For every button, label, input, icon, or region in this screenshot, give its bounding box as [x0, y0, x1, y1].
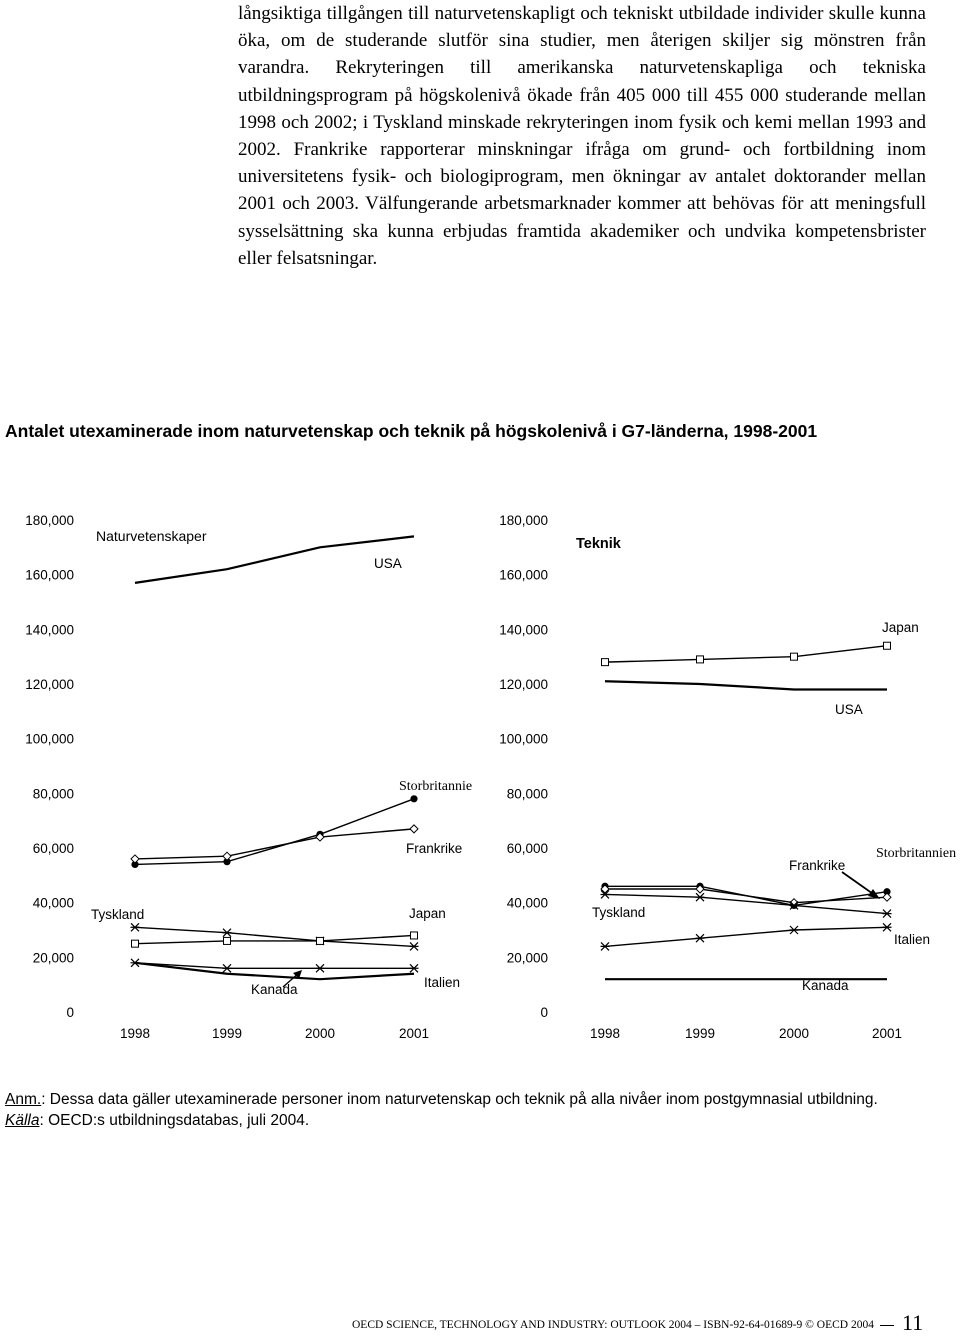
y-tick-label: 140,000 — [25, 622, 74, 638]
y-tick-label: 60,000 — [506, 841, 548, 856]
series-storbritannien — [601, 846, 956, 909]
data-point — [410, 964, 419, 972]
series-label: Frankrike — [789, 858, 846, 873]
series-frankrike — [601, 858, 891, 907]
data-point — [410, 942, 419, 950]
data-point — [224, 937, 231, 944]
series-label: Storbritannie — [399, 779, 473, 794]
data-point — [223, 929, 232, 937]
y-tick-label: 120,000 — [499, 677, 548, 692]
series-line — [135, 829, 414, 859]
figure-title: Antalet utexaminerade inom naturvetenskap och teknik på högskolenivå i G7-länderna, 1998-2001 — [5, 421, 818, 441]
x-tick-label: 1998 — [589, 1026, 621, 1041]
figure-note — [5, 1090, 955, 1131]
page-number: 11 — [901, 1310, 924, 1335]
chart-panel-1 — [25, 513, 472, 1041]
data-point — [696, 893, 705, 901]
data-point — [697, 656, 704, 663]
footer-text: OECD SCIENCE, TECHNOLOGY AND INDUSTRY: OUTLOOK 2004 – ISBN-92-64-01689-9 © OECD 2004 — [352, 1319, 874, 1331]
series-kanada — [605, 978, 887, 993]
y-tick-label: 120,000 — [25, 677, 74, 692]
data-point — [883, 910, 892, 918]
series-label: USA — [835, 702, 863, 717]
data-point — [602, 659, 609, 666]
data-point — [317, 937, 324, 944]
y-tick-label: 160,000 — [25, 567, 74, 583]
data-point — [316, 964, 325, 972]
x-tick-label: 1999 — [211, 1026, 243, 1041]
y-tick-label: 100,000 — [499, 731, 548, 747]
y-tick-label: 0 — [540, 1005, 548, 1020]
y-tick-label: 40,000 — [506, 895, 548, 911]
series-usa — [605, 681, 887, 717]
data-point — [884, 642, 891, 649]
data-point — [131, 855, 139, 863]
series-line — [605, 927, 887, 946]
page-footer — [352, 1310, 952, 1336]
series-label: Japan — [409, 906, 446, 921]
series-line — [135, 927, 414, 946]
y-tick-label: 80,000 — [506, 786, 548, 802]
data-point — [223, 852, 231, 860]
note-source — [5, 1111, 955, 1132]
note-anm-label: Anm. — [5, 1091, 42, 1108]
data-point — [791, 653, 798, 660]
series-label: Japan — [882, 620, 919, 635]
data-point — [790, 926, 799, 934]
storbritannien-arrow-head — [868, 889, 880, 899]
series-line — [605, 646, 887, 662]
series-kanada — [131, 959, 419, 997]
series-label: USA — [374, 556, 402, 571]
series-label: Italien — [424, 975, 461, 990]
body-paragraph: långsiktiga tillgången till naturvetenskapligt och tekniskt utbildade individer skulle kunna öka, om de studerande slutför sina studier, men återigen skiljer sig mönstren från varandra. Rekryteringen till amerikanska naturvetenskapliga och tekniska utbildningsprogram på högskolenivå ökade från 405 000 till 455 000 studerande mellan 1998 och 2002; i Tyskland minskade rekryteringen inom fysik och kemi mellan 1993 and 2002. Frankrike rapporterar minskningar ifråga om grund- och fortbildning inom universitetens fysik- och biologiprogram, men ökningar av antalet doktorander mellan 2001 och 2003. Välfungerande arbetsmarknader kommer att behövas för att meningsfull sysselsättning ska kunna erbjudas framtida akademiker och undvika kompetensbrister eller felsatsningar. — [238, 3, 926, 269]
y-tick-label: 0 — [66, 1005, 74, 1020]
note-anm — [5, 1090, 955, 1111]
y-tick-label: 140,000 — [499, 622, 548, 638]
y-tick-label: 20,000 — [32, 950, 74, 966]
y-tick-label: 100,000 — [25, 731, 74, 747]
series-label: Tyskland — [592, 905, 646, 920]
series-line — [605, 681, 887, 689]
panel-title: Naturvetenskaper — [96, 528, 207, 544]
series-label: Kanada — [802, 978, 849, 993]
x-tick-label: 2001 — [871, 1026, 903, 1041]
data-point — [223, 964, 232, 972]
data-point — [696, 934, 705, 942]
series-label: Storbritannien — [876, 846, 957, 861]
note-anm-text: : Dessa data gäller utexaminerade personer inom naturvetenskap och teknik på alla nivåer inom postgymnasial utbildning. — [41, 1091, 878, 1108]
panel-gap-mask — [482, 770, 500, 810]
x-tick-label: 1999 — [684, 1026, 716, 1041]
y-tick-label: 80,000 — [32, 786, 74, 802]
y-tick-label: 160,000 — [499, 567, 548, 583]
data-point — [410, 795, 417, 802]
footer-rule — [880, 1325, 894, 1326]
series-label: Kanada — [251, 982, 298, 997]
series-label: Italien — [894, 932, 931, 947]
series-japan — [602, 620, 919, 666]
x-tick-label: 1998 — [119, 1026, 151, 1041]
x-tick-label: 2000 — [304, 1026, 336, 1041]
data-point — [883, 893, 891, 901]
data-point — [601, 942, 610, 950]
data-point — [411, 932, 418, 939]
series-japan — [132, 906, 446, 947]
y-tick-label: 180,000 — [499, 513, 548, 528]
data-point — [132, 940, 139, 947]
y-tick-label: 180,000 — [25, 513, 74, 528]
y-tick-label: 20,000 — [506, 950, 548, 966]
series-label: Tyskland — [91, 907, 145, 922]
data-point — [883, 923, 892, 931]
series-label: Frankrike — [406, 841, 463, 856]
data-point — [131, 923, 140, 931]
chart-panel-2 — [499, 513, 956, 1041]
y-tick-label: 40,000 — [32, 895, 74, 911]
panel-title: Teknik — [576, 536, 621, 552]
data-point — [410, 825, 418, 833]
y-tick-label: 60,000 — [32, 841, 74, 856]
note-source-text: : OECD:s utbildningsdatabas, juli 2004. — [39, 1111, 310, 1129]
note-source-label: Källa — [5, 1111, 40, 1129]
x-tick-label: 2000 — [778, 1026, 810, 1041]
series-line — [135, 799, 414, 865]
series-italien — [601, 923, 931, 950]
series-frankrike — [131, 825, 462, 863]
x-tick-label: 2001 — [398, 1026, 430, 1041]
